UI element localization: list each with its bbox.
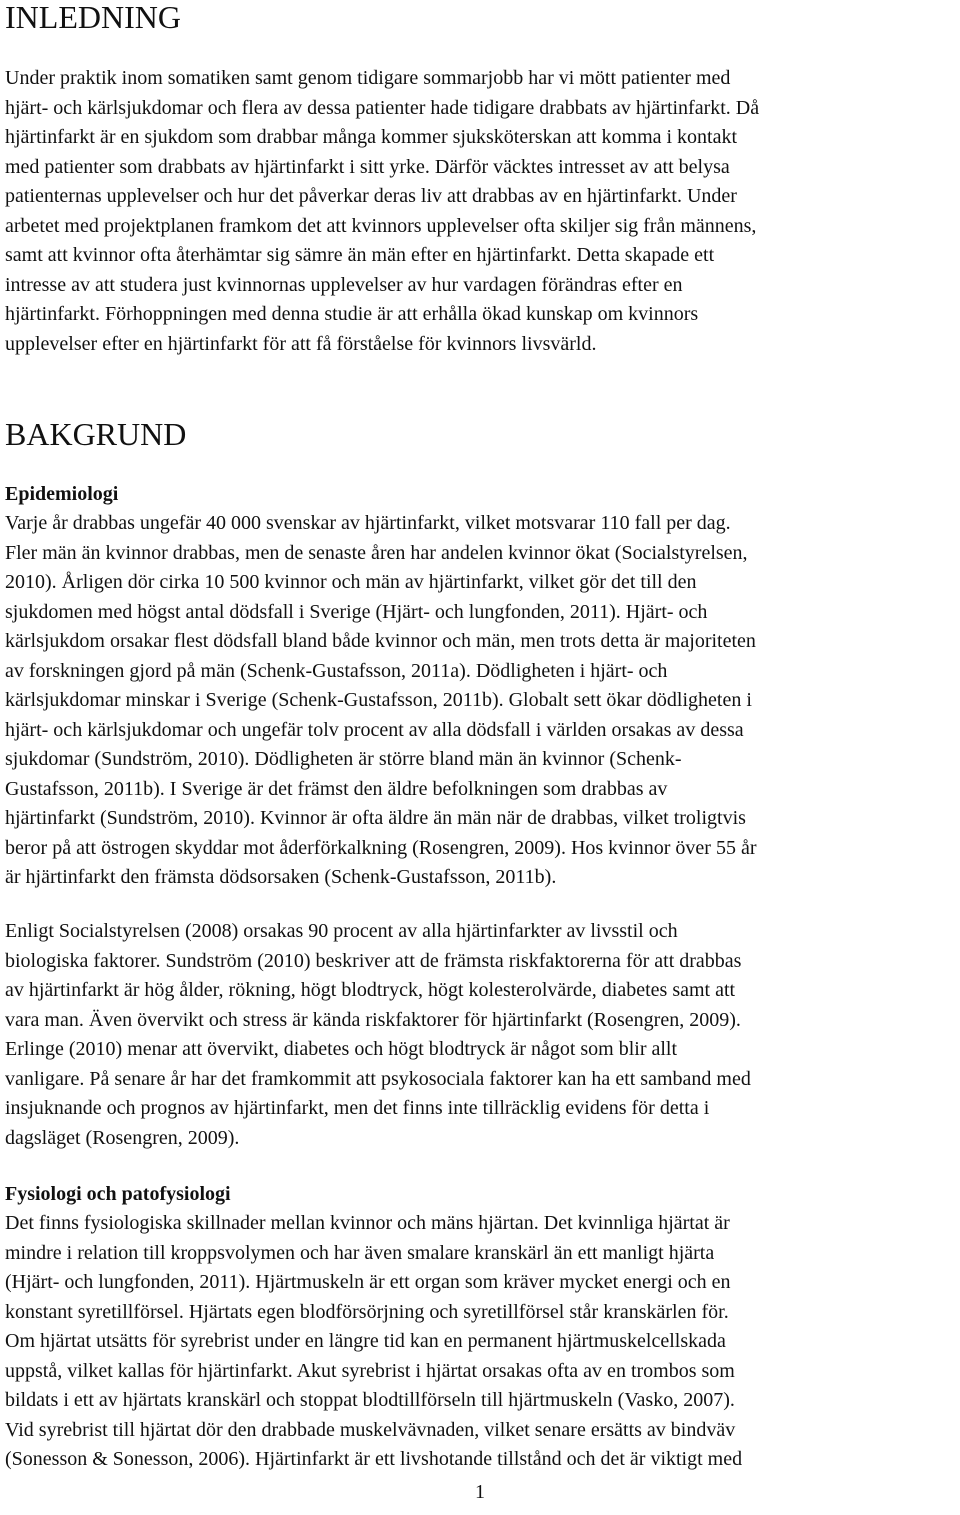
text-line: patienternas upplevelser och hur det påverkar deras liv att drabbas av en hjärtinfarkt. Under (5, 185, 737, 207)
text-line: 2010). Årligen dör cirka 10 500 kvinnor och män av hjärtinfarkt, vilket gör det till den (5, 571, 697, 593)
text-line: hjärtinfarkt (Sundström, 2010). Kvinnor är ofta äldre än män när de drabbas, vilket troligtvis (5, 807, 746, 829)
epidemiology-paragraph-1 (5, 509, 953, 893)
text-line: arbetet med projektplanen framkom det att kvinnors upplevelser ofta skiljer sig från männens, (5, 214, 757, 237)
text-line: beror på att östrogen skyddar mot åderförkalkning (Rosengren, 2009). Hos kvinnor över 55 år (5, 836, 757, 859)
text-line: konstant syretillförsel. Hjärtats egen blodförsörjning och syretillförsel står kranskärlen för. (5, 1300, 729, 1323)
text-line: Varje år drabbas ungefär 40 000 svenskar av hjärtinfarkt, vilket motsvarar 110 fall per dag. (5, 512, 731, 534)
intro-heading: INLEDNING (5, 0, 181, 35)
epidemiology-paragraph-2 (5, 917, 953, 1153)
text-line: mindre i relation till kroppsvolymen och har även smalare kranskärl än ett manligt hjärta (5, 1241, 715, 1264)
text-line: Gustafsson, 2011b). I Sverige är det främst den äldre befolkningen som drabbas av (5, 777, 668, 800)
text-line: av hjärtinfarkt är hög ålder, rökning, högt blodtryck, högt kolesterolvärde, diabetes samt att (5, 979, 736, 1001)
text-line: hjärtinfarkt. Förhoppningen med denna studie är att erhålla ökad kunskap om kvinnors (5, 303, 699, 325)
text-line: vanligare. På senare år har det framkommit att psykosociala faktorer kan ha ett samband med (5, 1067, 751, 1090)
text-line: vara man. Även övervikt och stress är kända riskfaktorer för hjärtinfarkt (Rosengren, 2009). (5, 1008, 741, 1031)
text-line: biologiska faktorer. Sundström (2010) beskriver att de främsta riskfaktorerna för att drabbas (5, 949, 742, 972)
text-line: är hjärtinfarkt den främsta dödsorsaken (Schenk-Gustafsson, 2011b). (5, 866, 557, 888)
text-line: Enligt Socialstyrelsen (2008) orsakas 90 procent av alla hjärtinfarkter av livsstil och (5, 920, 678, 942)
text-line: bildats i ett av hjärtats kranskärl och stoppat blodtillförseln till hjärtmuskeln (Vasko, 2007). (5, 1389, 735, 1411)
text-line: hjärt- och kärlsjukdomar och flera av dessa patienter hade tidigare drabbats av hjärtinfarkt. Då (5, 96, 760, 119)
text-line: kärlsjukdom orsakar flest dödsfall bland både kvinnor och män, men trots detta är majoriteten (5, 630, 756, 652)
text-line: Fler män än kvinnor drabbas, men de senaste åren har andelen kvinnor ökat (Socialstyrelsen, (5, 541, 748, 564)
text-line: Erlinge (2010) menar att övervikt, diabetes och högt blodtryck är något som blir allt (5, 1038, 678, 1060)
text-line: Under praktik inom somatiken samt genom tidigare sommarjobb har vi mött patienter med (5, 67, 731, 89)
text-line: Det finns fysiologiska skillnader mellan kvinnor och mäns hjärtan. Det kvinnliga hjärtat är (5, 1212, 730, 1234)
text-line: upplevelser efter en hjärtinfarkt för att få förståelse för kvinnors livsvärld. (5, 332, 597, 355)
epidemiology-subheading: Epidemiologi (5, 483, 119, 505)
text-line: dagsläget (Rosengren, 2009). (5, 1126, 240, 1149)
text-line: Om hjärtat utsätts för syrebrist under en längre tid kan en permanent hjärtmuskelcellskada (5, 1330, 726, 1352)
text-line: (Hjärt- och lungfonden, 2011). Hjärtmuskeln är ett organ som kräver mycket energi och en (5, 1271, 731, 1293)
text-line: (Sonesson & Sonesson, 2006). Hjärtinfarkt är ett livshotande tillstånd och det är viktigt med (5, 1448, 743, 1470)
text-line: intresse av att studera just kvinnornas upplevelser av hur vardagen förändras efter en (5, 273, 683, 296)
text-line: insjuknande och prognos av hjärtinfarkt, men det finns inte tillräcklig evidens för detta i (5, 1097, 710, 1119)
text-line: samt att kvinnor ofta återhämtar sig sämre än män efter en hjärtinfarkt. Detta skapade ett (5, 244, 715, 266)
page-number: 1 (475, 1481, 485, 1503)
background-heading: BAKGRUND (5, 416, 187, 452)
physiology-paragraph (5, 1209, 953, 1475)
intro-paragraph (5, 64, 953, 359)
text-line: kärlsjukdomar minskar i Sverige (Schenk-Gustafsson, 2011b). Globalt sett ökar dödligheten i (5, 689, 752, 711)
text-line: Vid syrebrist till hjärtat dör den drabbade muskelvävnaden, vilket senare ersätts av bindväv (5, 1418, 736, 1441)
text-line: sjukdomen med högst antal dödsfall i Sverige (Hjärt- och lungfonden, 2011). Hjärt- och (5, 600, 708, 623)
text-line: av forskningen gjord på män (Schenk-Gustafsson, 2011a). Dödligheten i hjärt- och (5, 659, 668, 682)
text-line: med patienter som drabbats av hjärtinfarkt i sitt yrke. Därför väcktes intresset av att belysa (5, 155, 730, 178)
text-line: hjärtinfarkt är en sjukdom som drabbar många kommer sjuksköterskan att komma i kontakt (5, 126, 738, 148)
physiology-subheading: Fysiologi och patofysiologi (5, 1183, 231, 1205)
text-line: sjukdomar (Sundström, 2010). Dödligheten är större bland män än kvinnor (Schenk- (5, 748, 682, 770)
text-line: uppstå, vilket kallas för hjärtinfarkt. Akut syrebrist i hjärtat orsakas ofta av en trombos som (5, 1359, 735, 1382)
text-line: hjärt- och kärlsjukdomar och ungefär tolv procent av alla dödsfall i världen orsakas av dessa (5, 718, 744, 741)
